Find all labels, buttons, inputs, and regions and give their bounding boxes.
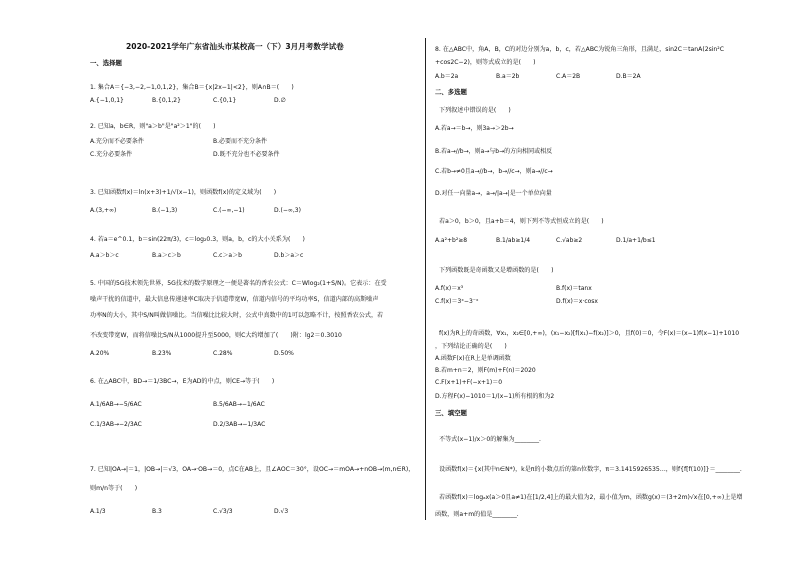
q12-option-c: C.F(x+1)+F(−x+1)＝0 bbox=[435, 379, 503, 386]
q7-option-a: A.1/3 bbox=[90, 508, 106, 515]
q5-line-3: 功率N的大小，其中S/N叫做信噪比。当信噪比比较大时，公式中真数中的1可以忽略不计，按照香农公式，若 bbox=[90, 312, 384, 319]
q10-option-a: A.a²+b²≥8 bbox=[435, 237, 468, 244]
section-choice-heading: 一、选择题 bbox=[90, 59, 122, 67]
q4-option-a: A.a＞b＞c bbox=[90, 252, 119, 259]
q3-option-a: A.(3,+∞) bbox=[90, 207, 117, 214]
q8-option-d: D.B＝2A bbox=[616, 73, 641, 80]
q5-option-d: D.50% bbox=[274, 350, 294, 357]
q4-option-d: D.b＞a＞c bbox=[274, 252, 304, 259]
q12-line-2: ，下列结论正确的是( ) bbox=[435, 343, 507, 350]
q5-line-4: 不改变带宽W，而将信噪比S/N从1000提升至5000，则C大约增加了( )附：lg2＝0.3010 bbox=[90, 332, 342, 339]
q11-option-b: B.f(x)＝tanx bbox=[556, 285, 592, 292]
q9-stem: 下列叙述中错误的是( ) bbox=[439, 107, 511, 114]
q6-option-a: A.1/6AB→−5/6AC bbox=[90, 401, 142, 408]
q15-line-1: 若函数f(x)＝logₐx(a＞0且a≠1)在[1/2,4]上的最大值为2，最小值为m，函数g(x)＝(3+2m)√x在[0,+∞)上是增 bbox=[439, 494, 743, 501]
page-title: 2020-2021学年广东省汕头市某校高一（下）3月月考数学试卷 bbox=[126, 42, 344, 51]
q7-stem-2: 则m/n等于( ) bbox=[90, 485, 138, 492]
q11-stem: 下列函数既是奇函数又是增函数的是( ) bbox=[439, 267, 554, 274]
q10-option-d: D.1/a+1/b≤1 bbox=[616, 237, 656, 244]
q10-option-c: C.√ab≥2 bbox=[556, 237, 583, 244]
q1-stem: 1. 集合A＝{−3,−2,−1,0,1,2}，集合B＝{x|2x−1|<2}，则A∩B＝( ) bbox=[90, 84, 294, 91]
q9-option-c: C.若b→≠0且a→//b→，b→//c→，则a→//c→ bbox=[435, 168, 553, 175]
q7-option-b: B.3 bbox=[152, 508, 162, 515]
q3-stem: 3. 已知函数f(x)＝ln(x+3)+1/√(x−1)，则函数f(x)的定义域为( ) bbox=[90, 189, 277, 196]
q8-option-c: C.A＝2B bbox=[556, 73, 581, 80]
q11-option-a: A.f(x)＝x³ bbox=[435, 285, 464, 292]
q5-option-a: A.20% bbox=[90, 350, 110, 357]
q4-stem: 4. 若a＝e^0.1，b＝sin(22π/3)，c＝log₂0.3，则a，b，c的大小关系为( ) bbox=[90, 236, 305, 243]
section-multi-heading: 二、多选题 bbox=[435, 88, 467, 96]
q3-option-b: B.(−1,3) bbox=[152, 207, 178, 214]
q1-option-b: B.{0,1,2} bbox=[152, 97, 181, 104]
q11-option-c: C.f(x)＝3ˣ−3⁻ˣ bbox=[435, 298, 479, 305]
q12-line-1: f(x)为R上的奇函数，∀x₁，x₂∈[0,+∞)，(x₁−x₂)[f(x₁)−f(x₂)]＞0，且f(0)＝0，令F(x)＝(x−1)f(x−1)+1010 bbox=[439, 330, 740, 337]
q5-line-1: 5. 中国的5G技术领先世界，5G技术的数学原理之一便是著名的香农公式：C＝Wlog₂(1+S/N)。它表示：在受 bbox=[90, 280, 387, 287]
q1-option-d: D.∅ bbox=[274, 97, 286, 104]
q13-text: 不等式(x−1)/x＞0的解集为________. bbox=[439, 436, 541, 443]
q10-stem: 若a＞0，b＞0，且a+b＝4，则下列不等式恒成立的是( ) bbox=[439, 218, 604, 225]
q12-option-d: D.方程F(x)−1010＝1/(x−1)所有根的和为2 bbox=[435, 393, 555, 400]
q2-option-a: A.充分而不必要条件 bbox=[90, 138, 144, 145]
q9-option-b: B.若a→//b→，则a→与b→的方向相同或相反 bbox=[435, 148, 553, 155]
q12-option-a: A.函数F(x)在R上是单调函数 bbox=[435, 355, 511, 362]
q8-option-b: B.a＝2b bbox=[496, 73, 520, 80]
q10-option-b: B.1/ab≥1/4 bbox=[496, 237, 531, 244]
q6-stem: 6. 在△ABC中，BD→＝1/3BC→，E为AD的中点，则CE→等于( ) bbox=[90, 378, 275, 385]
q2-stem: 2. 已知a，b∈R，则"a＞b"是"a²＞1"的( ) bbox=[90, 123, 216, 130]
q6-option-c: C.1/3AB→−2/3AC bbox=[90, 421, 142, 428]
q14-text: 设函数f(x)＝{x(其中n∈N*)，k是π的小数点后的第n位数字，π＝3.1415926535…，则f{f[f(10)]}＝________. bbox=[439, 466, 742, 473]
q1-option-a: A.{−1,0,1} bbox=[90, 97, 124, 104]
q5-option-c: C.28% bbox=[213, 350, 233, 357]
right-column bbox=[424, 0, 794, 562]
q8-line-1: 8. 在△ABC中，角A，B，C的对边分别为a，b，c，若△ABC为锐角三角形，且满足，sin2C＝tanA(2sin²C bbox=[435, 46, 724, 53]
q7-option-d: D.√3 bbox=[274, 508, 289, 515]
q5-option-b: B.23% bbox=[152, 350, 172, 357]
q15-line-2: 函数，则a+m的值是________. bbox=[435, 511, 519, 518]
q6-option-d: D.2/3AB→−1/3AC bbox=[213, 421, 266, 428]
q9-option-d: D.对任一向量a→，a→/|a→|是一个单位向量 bbox=[435, 190, 552, 197]
q11-option-d: D.f(x)＝x·cosx bbox=[556, 298, 598, 305]
q8-option-a: A.b＝2a bbox=[435, 73, 459, 80]
q6-option-b: B.5/6AB→−1/6AC bbox=[213, 401, 265, 408]
q9-option-a: A.若a→＝b→，则3a→＞2b→ bbox=[435, 125, 514, 132]
section-fill-heading: 三、填空题 bbox=[435, 409, 467, 417]
q8-line-2: +cos2C−2)，则等式成立的是( ) bbox=[435, 59, 536, 66]
q5-line-2: 噪声干扰的信道中，最大信息传递速率C取决于信道带宽W，信道内信号的平均功率S，信道内部的高斯噪声 bbox=[90, 296, 379, 303]
q2-option-b: B.必要而不充分条件 bbox=[213, 138, 268, 145]
q1-option-c: C.{0,1} bbox=[213, 97, 237, 104]
q3-option-d: D.(−∞,3) bbox=[274, 207, 301, 214]
q7-option-c: C.√3/3 bbox=[213, 508, 233, 515]
q12-option-b: B.若m+n＝2，则F(m)+F(n)＝2020 bbox=[435, 367, 536, 374]
q2-option-c: C.充分必要条件 bbox=[90, 151, 133, 158]
q2-option-d: D.既不充分也不必要条件 bbox=[213, 151, 280, 158]
q7-stem: 7. 已知|OA→|＝1，|OB→|＝√3，OA→·OB→＝0，点C在AB上，且∠AOC＝30°，设OC→＝mOA→+nOB→(m,n∈R)， bbox=[90, 466, 415, 473]
q3-option-c: C.(−∞,−1) bbox=[213, 207, 245, 214]
q4-option-c: C.c＞a＞b bbox=[213, 252, 242, 259]
q4-option-b: B.a＞c＞b bbox=[152, 252, 181, 259]
